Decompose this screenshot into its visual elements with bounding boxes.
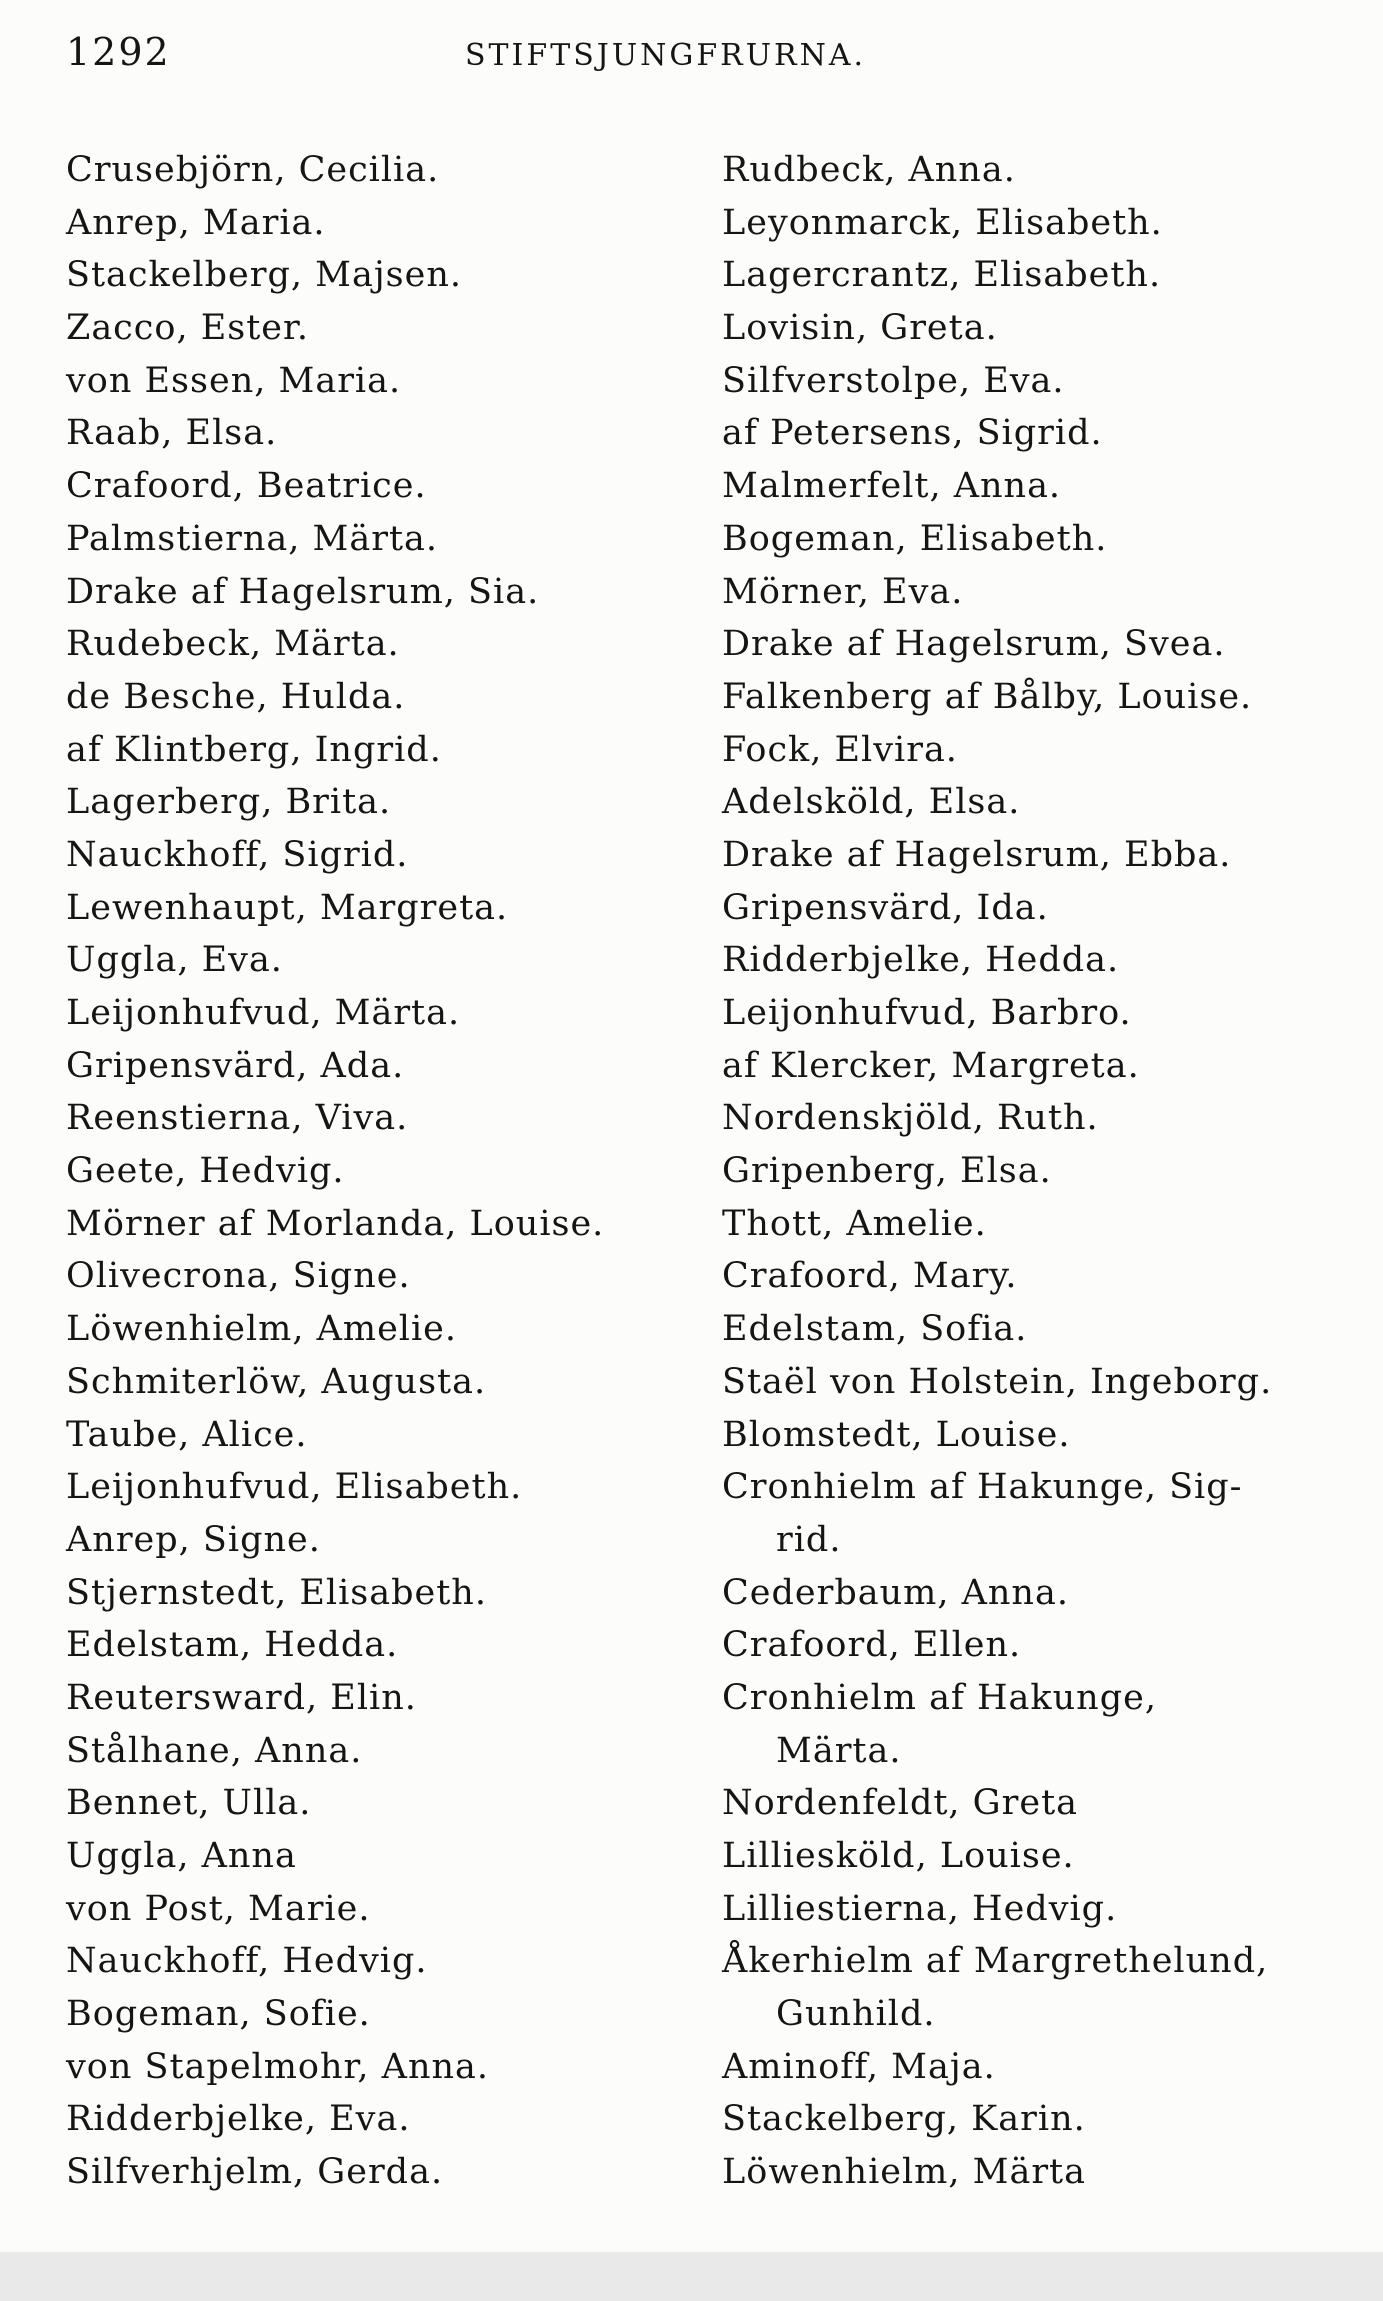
name-entry: Drake af Hagelsrum, Sia.	[66, 571, 540, 612]
name-entry: Lewenhaupt, Margreta.	[66, 887, 509, 928]
name-entry: Aminoff, Maja.	[722, 2046, 996, 2087]
name-entry: Malmerfelt, Anna.	[722, 466, 1062, 507]
name-entry: Ridderbjelke, Eva.	[66, 2099, 411, 2140]
name-entry: Nauckhoff, Hedvig.	[66, 1941, 428, 1982]
name-entry: von Essen, Maria.	[66, 360, 402, 401]
running-head: STIFTSJUNGFRURNA.	[465, 38, 867, 73]
name-entry: Crafoord, Beatrice.	[66, 466, 427, 507]
name-entry: Crafoord, Mary.	[722, 1256, 1018, 1297]
name-entry: Leijonhufvud, Märta.	[66, 993, 461, 1033]
page-number: 1292	[66, 30, 171, 74]
name-entry: Uggla, Eva.	[66, 940, 283, 981]
name-entry: Stjernstedt, Elisabeth.	[66, 1572, 487, 1613]
name-entry: Lagerberg, Brita.	[66, 782, 392, 823]
right-name-column	[722, 144, 1362, 2199]
name-entry: Lilliesköld, Louise.	[722, 1836, 1075, 1876]
name-entry: Geete, Hedvig.	[66, 1151, 345, 1192]
name-entry: Olivecrona, Signe.	[66, 1256, 411, 1297]
name-entry: Edelstam, Hedda.	[66, 1625, 399, 1666]
name-entry: Lovisin, Greta.	[722, 308, 998, 349]
name-entry: af Klercker, Margreta.	[722, 1045, 1140, 1086]
name-entry: Anrep, Signe.	[66, 1519, 321, 1560]
name-entry: af Klintberg, Ingrid.	[66, 729, 442, 770]
name-entry: Nordenskjöld, Ruth.	[722, 1098, 1099, 1139]
name-entry: Stackelberg, Karin.	[722, 2099, 1086, 2140]
name-entry: Löwenhielm, Amelie.	[66, 1309, 458, 1350]
name-entry: Nauckhoff, Sigrid.	[66, 834, 409, 875]
name-entry: Mörner af Morlanda, Louise.	[66, 1203, 605, 1244]
name-entry: Leijonhufvud, Barbro.	[722, 993, 1132, 1033]
name-entry: Bennet, Ulla.	[66, 1783, 312, 1824]
name-entry: Thott, Amelie.	[722, 1203, 987, 1244]
name-entry: Rudebeck, Märta.	[66, 624, 400, 665]
name-entry: Gripenberg, Elsa.	[722, 1151, 1052, 1192]
name-entry: Gripensvärd, Ada.	[66, 1045, 405, 1086]
name-entry-continuation: rid.	[776, 1519, 842, 1560]
name-entry: Staël von Holstein, Ingeborg.	[722, 1361, 1273, 1402]
name-entry: Cederbaum, Anna.	[722, 1572, 1069, 1613]
name-entry: Silfverstolpe, Eva.	[722, 360, 1065, 401]
name-entry: Uggla, Anna	[66, 1836, 297, 1876]
name-entry: Raab, Elsa.	[66, 413, 278, 454]
name-entry: Crafoord, Ellen.	[722, 1625, 1022, 1666]
name-entry: Nordenfeldt, Greta	[722, 1783, 1079, 1824]
name-entry: Blomstedt, Louise.	[722, 1414, 1071, 1455]
name-entry: Åkerhielm af Margrethelund,	[722, 1941, 1269, 1982]
name-entry: Ridderbjelke, Hedda.	[722, 940, 1120, 981]
name-entry: Crusebjörn, Cecilia.	[66, 150, 440, 190]
name-entry: Rudbeck, Anna.	[722, 150, 1016, 190]
name-entry-continuation: Märta.	[776, 1730, 902, 1771]
name-entry: Adelsköld, Elsa.	[722, 782, 1021, 823]
name-entry: von Stapelmohr, Anna.	[66, 2046, 490, 2087]
name-entry: Stackelberg, Majsen.	[66, 255, 463, 296]
name-entry: Falkenberg af Bålby, Louise.	[722, 676, 1253, 717]
name-entry: Gripensvärd, Ida.	[722, 887, 1049, 928]
name-entry: Mörner, Eva.	[722, 571, 964, 612]
name-entry: Drake af Hagelsrum, Ebba.	[722, 834, 1232, 875]
name-entry: Stålhane, Anna.	[66, 1730, 363, 1771]
name-entry: Zacco, Ester.	[66, 308, 310, 349]
name-entry: Cronhielm af Hakunge,	[722, 1677, 1157, 1718]
name-entry-continuation: Gunhild.	[776, 1994, 936, 2035]
name-entry: af Petersens, Sigrid.	[722, 413, 1103, 454]
name-entry: Reutersward, Elin.	[66, 1677, 417, 1718]
name-entry: Drake af Hagelsrum, Svea.	[722, 624, 1226, 665]
name-entry: Reenstierna, Viva.	[66, 1098, 409, 1139]
left-name-column	[66, 144, 666, 2199]
name-entry: Cronhielm af Hakunge, Sig-	[722, 1467, 1243, 1508]
name-entry: Schmiterlöw, Augusta.	[66, 1361, 487, 1402]
name-entry: Leijonhufvud, Elisabeth.	[66, 1467, 523, 1508]
name-entry: de Besche, Hulda.	[66, 676, 406, 717]
name-entry: Bogeman, Elisabeth.	[722, 518, 1108, 559]
name-entry: Löwenhielm, Märta	[722, 2152, 1086, 2193]
name-entry: Edelstam, Sofia.	[722, 1309, 1028, 1350]
name-entry: Fock, Elvira.	[722, 729, 958, 770]
name-entry: Lagercrantz, Elisabeth.	[722, 255, 1162, 296]
name-entry: Bogeman, Sofie.	[66, 1994, 371, 2035]
name-entry: Leyonmarck, Elisabeth.	[722, 202, 1163, 243]
name-entry: von Post, Marie.	[66, 1888, 371, 1929]
bottom-margin-strip	[0, 2252, 1383, 2301]
name-entry: Anrep, Maria.	[66, 202, 326, 243]
name-entry: Lilliestierna, Hedvig.	[722, 1888, 1118, 1929]
name-entry: Silfverhjelm, Gerda.	[66, 2152, 444, 2193]
name-entry: Palmstierna, Märta.	[66, 518, 439, 559]
name-entry: Taube, Alice.	[66, 1414, 308, 1455]
